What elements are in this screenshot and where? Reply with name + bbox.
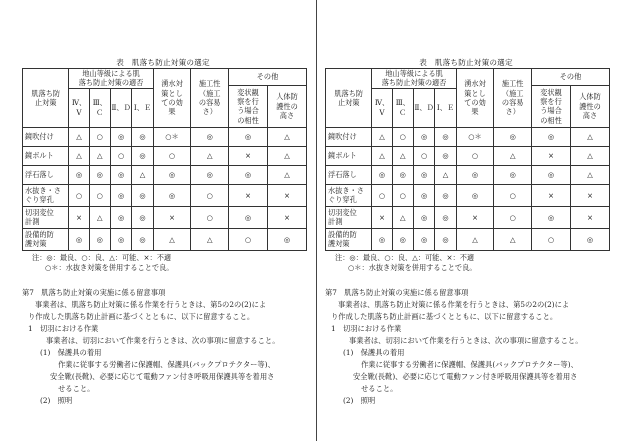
cell: ◎ <box>435 206 456 228</box>
legend-line: 注：◎：最良、○：良、△：可能、×：不適 <box>32 252 172 262</box>
cell: ◎ <box>267 228 306 250</box>
cell: ◎ <box>110 228 131 250</box>
section-title: 第7 肌落ち防止対策の実施に係る留意事項 <box>325 288 469 298</box>
grade-header: Ⅰ、Ｅ <box>435 88 456 127</box>
cell: ◎ <box>570 228 609 250</box>
construct-header: 施工性 （施工 の容易 さ） <box>494 69 532 128</box>
cell: ◎ <box>132 146 153 165</box>
row-label: 水抜き・さ ぐり穿孔 <box>326 184 372 206</box>
cell: × <box>69 206 89 228</box>
cell: ◎ <box>132 184 153 206</box>
cell: ○＊ <box>153 127 191 146</box>
cell: ◎ <box>413 127 434 146</box>
cell: ○ <box>191 184 229 206</box>
paragraph-line: 事業者は、肌落ち防止対策に係る作業を行うときは、第5の2の(2)によ <box>338 300 570 310</box>
cell: ◎ <box>435 127 456 146</box>
spring-water-header: 湧水対 策とし ての効 果 <box>456 69 494 128</box>
ground-grade-header: 地山等級による肌 落ち防止対策の適否 <box>372 69 456 89</box>
cell: ◎ <box>372 228 392 250</box>
cell: ◎ <box>110 127 131 146</box>
cell: × <box>153 206 191 228</box>
deform-header: 変状観 察を行 う場合 の相性 <box>229 86 268 128</box>
cell: ◎ <box>153 184 191 206</box>
legend-line: 注：◎：最良、○：良、△：可能、×：不適 <box>335 252 475 262</box>
spring-water-header: 湧水対 策とし ての効 果 <box>153 69 191 128</box>
paragraph-line: 安全靴(長靴)、必要に応じて電動ファン付き呼吸用保護具等を着用さ <box>50 372 275 382</box>
cell: ◎ <box>110 184 131 206</box>
cell: ◎ <box>435 228 456 250</box>
table-row <box>326 184 610 206</box>
table-row <box>23 206 307 228</box>
cell: △ <box>570 127 609 146</box>
cell: △ <box>494 228 532 250</box>
cell: ○ <box>153 146 191 165</box>
cell: × <box>267 206 306 228</box>
grade-header: Ⅲ、Ｃ <box>89 88 110 127</box>
table-row <box>23 165 307 184</box>
paragraph-line: 事業者は、切羽において作業を行うときは、次の事項に留意すること。 <box>46 336 280 346</box>
cell: × <box>229 146 268 165</box>
cell: ◎ <box>132 228 153 250</box>
cell: ◎ <box>153 165 191 184</box>
cell: △ <box>456 228 494 250</box>
cell: ◎ <box>69 228 89 250</box>
construct-header: 施工性 （施工 の容易 さ） <box>191 69 229 128</box>
cell: × <box>570 206 609 228</box>
table-row <box>23 184 307 206</box>
other-header: その他 <box>532 69 610 86</box>
cell: ◎ <box>132 127 153 146</box>
cell: ◎ <box>110 165 131 184</box>
grade-header: Ⅲ、Ｃ <box>392 88 413 127</box>
page-divider <box>316 0 317 441</box>
table-notes <box>335 253 611 273</box>
table-row <box>23 228 307 250</box>
row-label: 鏡吹付け <box>23 127 69 146</box>
cell: ◎ <box>89 228 110 250</box>
cell: ○ <box>191 206 229 228</box>
paragraph-line: 事業者は、切羽において作業を行うときは、次の事項に留意すること。 <box>349 336 583 346</box>
cell: ○ <box>89 184 110 206</box>
cell: ○ <box>392 127 413 146</box>
row-label: 浮石落し <box>23 165 69 184</box>
cell: ◎ <box>435 146 456 165</box>
cell: ◎ <box>456 165 494 184</box>
cell: ○＊ <box>456 127 494 146</box>
paragraph-line: り作成した肌落ち防止計画に基づくとともに、以下に留意すること。 <box>331 312 558 322</box>
cell: △ <box>89 146 110 165</box>
cell: ◎ <box>532 165 571 184</box>
cell: ◎ <box>229 206 268 228</box>
cell: × <box>570 184 609 206</box>
cell: ◎ <box>494 127 532 146</box>
paragraph-line: 作業に従事する労働者に保護帽、保護具(バックプロテクター等)、 <box>58 360 275 370</box>
section-title: 第7 肌落ち防止対策の実施に係る留意事項 <box>22 288 166 298</box>
table-row <box>23 146 307 165</box>
row-label: 切羽変位 計測 <box>326 206 372 228</box>
cell: △ <box>132 165 153 184</box>
cell: ◎ <box>532 206 571 228</box>
cell: ◎ <box>435 184 456 206</box>
cell: △ <box>392 206 413 228</box>
cell: △ <box>69 146 89 165</box>
body-text <box>321 287 611 407</box>
cell: ◎ <box>191 127 229 146</box>
subsection-title: 1 切羽における作業 <box>331 324 402 334</box>
cell: × <box>532 184 571 206</box>
row-label: 鏡吹付け <box>326 127 372 146</box>
table-row <box>326 165 610 184</box>
cell: △ <box>494 146 532 165</box>
cell: ○ <box>494 206 532 228</box>
cell: ○ <box>392 184 413 206</box>
table-row <box>326 228 610 250</box>
cell: ◎ <box>229 165 268 184</box>
table-row <box>326 146 610 165</box>
table-title: 表 肌落ち防止対策の選定 <box>116 58 210 67</box>
table-row <box>23 127 307 146</box>
cell: ◎ <box>413 184 434 206</box>
cell: △ <box>191 228 229 250</box>
cell: ◎ <box>191 165 229 184</box>
cell: ○ <box>69 184 89 206</box>
subsection-title: 1 切羽における作業 <box>28 324 99 334</box>
cell: △ <box>89 206 110 228</box>
row-label: 浮石落し <box>326 165 372 184</box>
cell: △ <box>372 146 392 165</box>
cell: × <box>456 206 494 228</box>
cell: ○ <box>456 146 494 165</box>
grade-header: Ⅰ、Ｅ <box>132 88 153 127</box>
cell: ◎ <box>229 127 268 146</box>
grade-header: Ⅳ、Ⅴ <box>372 88 392 127</box>
cell: ◎ <box>413 206 434 228</box>
cell: × <box>372 206 392 228</box>
cell: ○ <box>229 228 268 250</box>
cell: ◎ <box>132 206 153 228</box>
cell: ◎ <box>413 165 434 184</box>
row-label: 水抜き・さ ぐり穿孔 <box>23 184 69 206</box>
grade-header: Ⅱ、Ｄ <box>413 88 434 127</box>
cell: ◎ <box>392 165 413 184</box>
protect-header: 人体防 護性の 高さ <box>570 86 609 128</box>
cell: △ <box>191 146 229 165</box>
row-label: 切羽変位 計測 <box>23 206 69 228</box>
cell: △ <box>267 127 306 146</box>
table-row <box>326 127 610 146</box>
grade-header: Ⅱ、Ｄ <box>110 88 131 127</box>
countermeasure-table <box>325 68 610 251</box>
cell: × <box>532 146 571 165</box>
corner-header: 肌落ち防 止対策 <box>23 69 69 128</box>
cell: ○ <box>532 228 571 250</box>
cell: × <box>229 184 268 206</box>
cell: △ <box>153 228 191 250</box>
right-panel <box>321 58 611 408</box>
countermeasure-table <box>22 68 307 251</box>
cell: ○ <box>494 184 532 206</box>
cell: △ <box>69 127 89 146</box>
cell: ◎ <box>69 165 89 184</box>
cell: ○ <box>413 146 434 165</box>
cell: ◎ <box>494 165 532 184</box>
table-title: 表 肌落ち防止対策の選定 <box>419 58 513 67</box>
row-label: 設備的防 護対策 <box>23 228 69 250</box>
row-label: 鏡ボルト <box>326 146 372 165</box>
cell: △ <box>372 127 392 146</box>
corner-header: 肌落ち防 止対策 <box>326 69 372 128</box>
body-text <box>18 287 308 407</box>
item-title: (2) 照明 <box>343 396 376 406</box>
cell: ○ <box>89 127 110 146</box>
cell: ◎ <box>110 206 131 228</box>
protect-header: 人体防 護性の 高さ <box>267 86 306 128</box>
item-title: (1) 保護具の着用 <box>343 348 405 358</box>
legend-line: ○＊：水抜き対策を併用することで良。 <box>45 263 174 273</box>
cell: △ <box>392 146 413 165</box>
paragraph-line: 事業者は、肌落ち防止対策に係る作業を行うときは、第5の2の(2)によ <box>35 300 267 310</box>
row-label: 設備的防 護対策 <box>326 228 372 250</box>
cell: ◎ <box>392 228 413 250</box>
cell: ◎ <box>413 228 434 250</box>
cell: △ <box>267 146 306 165</box>
row-label: 鏡ボルト <box>23 146 69 165</box>
item-title: (2) 照明 <box>40 396 73 406</box>
cell: △ <box>570 165 609 184</box>
paragraph-line: せること。 <box>58 384 95 394</box>
deform-header: 変状観 察を行 う場合 の相性 <box>532 86 571 128</box>
cell: ◎ <box>89 165 110 184</box>
paragraph-line: り作成した肌落ち防止計画に基づくとともに、以下に留意すること。 <box>28 312 255 322</box>
cell: ○ <box>110 146 131 165</box>
cell: ◎ <box>372 165 392 184</box>
cell: △ <box>435 165 456 184</box>
paragraph-line: 作業に従事する労働者に保護帽、保護具(バックプロテクター等)、 <box>361 360 578 370</box>
cell: × <box>267 184 306 206</box>
cell: △ <box>570 146 609 165</box>
grade-header: Ⅳ、Ⅴ <box>69 88 89 127</box>
ground-grade-header: 地山等級による肌 落ち防止対策の適否 <box>69 69 153 89</box>
cell: ◎ <box>532 127 571 146</box>
paragraph-line: 安全靴(長靴)、必要に応じて電動ファン付き呼吸用保護具等を着用さ <box>353 372 578 382</box>
legend-line: ○＊：水抜き対策を併用することで良。 <box>348 263 477 273</box>
cell: △ <box>267 165 306 184</box>
item-title: (1) 保護具の着用 <box>40 348 102 358</box>
table-notes <box>32 253 308 273</box>
cell: ◎ <box>456 184 494 206</box>
table-row <box>326 206 610 228</box>
left-panel <box>18 58 308 408</box>
cell: ○ <box>372 184 392 206</box>
paragraph-line: せること。 <box>361 384 398 394</box>
other-header: その他 <box>229 69 307 86</box>
